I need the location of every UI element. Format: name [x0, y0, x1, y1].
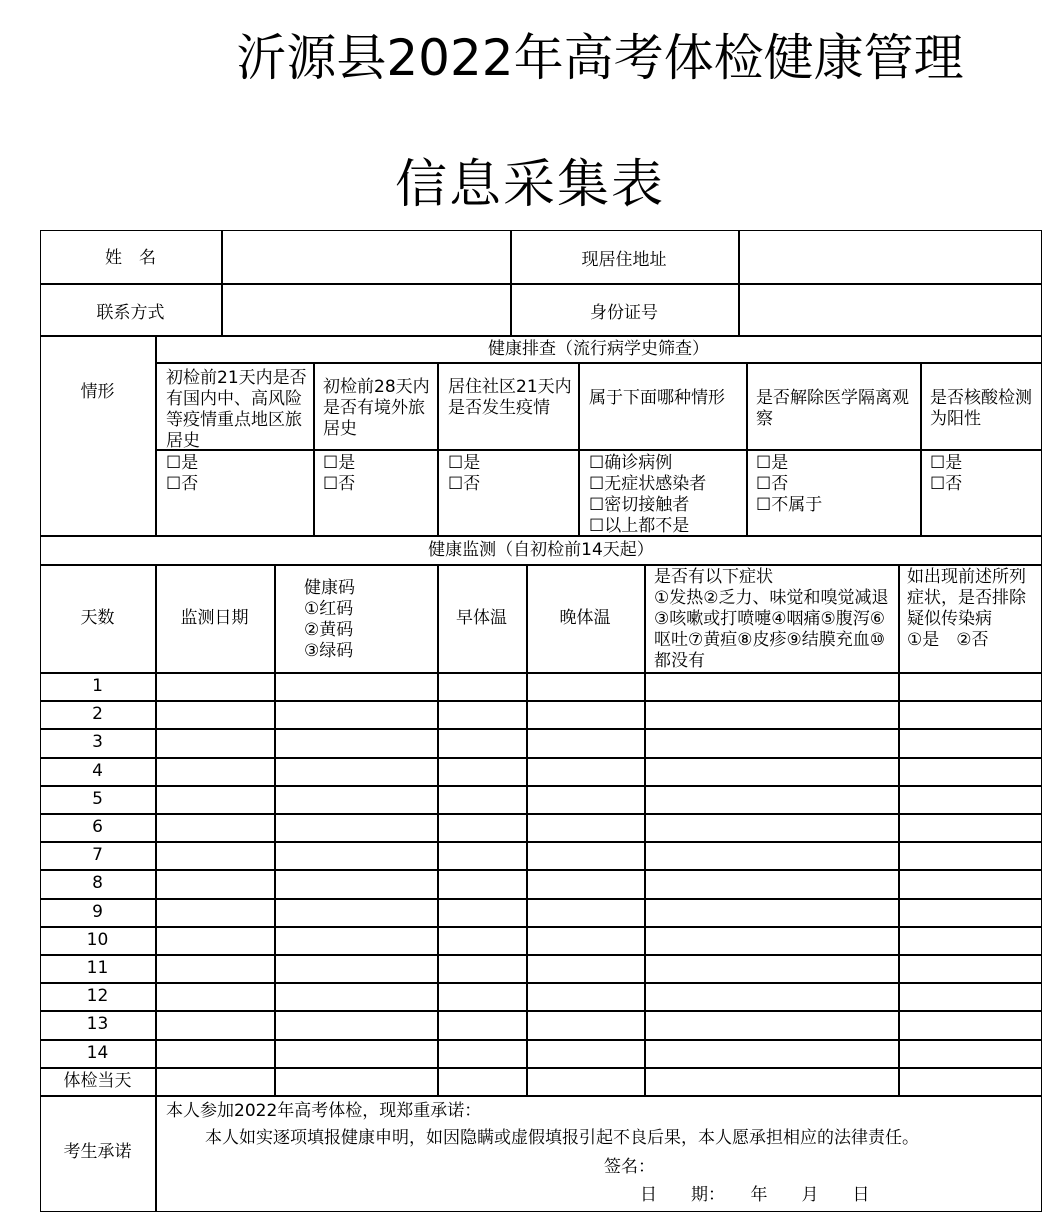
id-number-label: 身份证号 — [590, 303, 658, 323]
day-label: 13 — [86, 1014, 109, 1034]
option-no[interactable]: ☐否 — [930, 474, 963, 494]
option-no[interactable]: ☐否 — [448, 474, 481, 494]
option-close-contact[interactable]: ☐密切接触者 — [589, 495, 690, 515]
option-yes[interactable]: ☐是 — [448, 453, 481, 473]
form-title-line1: 沂源县2022年高考体检健康管理 — [236, 29, 964, 87]
column-evening-temp: 晚体温 — [559, 608, 611, 628]
question-quarantine: 是否解除医学隔离观察 — [756, 388, 909, 429]
form-title-line2: 信息采集表 — [394, 155, 665, 215]
day-label: 12 — [86, 986, 109, 1006]
option-no[interactable]: ☐否 — [323, 474, 356, 494]
day-label: 5 — [92, 789, 103, 809]
day-label: 9 — [92, 902, 103, 922]
day-label: 11 — [86, 958, 109, 978]
name-label: 姓 名 — [105, 248, 156, 268]
pledge-commitment: 本人如实逐项填报健康申明，如因隐瞒或虚假填报引起不良后果，本人愿承担相应的法律责任。 — [205, 1128, 919, 1148]
contact-label: 联系方式 — [96, 303, 165, 323]
option-not-applicable[interactable]: ☐不属于 — [756, 495, 823, 515]
option-yes[interactable]: ☐是 — [930, 453, 963, 473]
option-no[interactable]: ☐否 — [166, 474, 199, 494]
column-health-code: 健康码 ①红码 ②黄码 ③绿码 — [304, 578, 355, 661]
question-domestic-travel: 初检前21天内是否有国内中、高风险等疫情重点地区旅居史 — [166, 368, 307, 451]
contact-field[interactable] — [223, 285, 509, 334]
day-label: 10 — [86, 930, 109, 950]
column-symptoms: 是否有以下症状 ①发热②乏力、味觉和嗅觉减退③咳嗽或打喷嚏④咽痛⑤腹泻⑥呕吐⑦黄疸⑧皮疹⑨结膜充血⑩都没有 — [654, 567, 889, 671]
id-number-field[interactable] — [740, 285, 1040, 334]
pledge-label: 考生承诺 — [63, 1142, 132, 1162]
column-morning-temp: 早体温 — [456, 608, 507, 628]
question-overseas-travel: 初检前28天内是否有境外旅居史 — [323, 377, 430, 439]
option-confirmed-case[interactable]: ☐确诊病例 — [589, 453, 673, 473]
day-label: 14 — [86, 1043, 109, 1063]
option-no[interactable]: ☐否 — [756, 474, 789, 494]
option-asymptomatic[interactable]: ☐无症状感染者 — [589, 474, 707, 494]
day-label: 6 — [92, 817, 103, 837]
day-label: 7 — [92, 845, 103, 865]
signature-label: 签名： — [604, 1157, 655, 1177]
option-none-of-above[interactable]: ☐以上都不是 — [589, 516, 690, 536]
address-field[interactable] — [740, 232, 1040, 282]
day-label: 3 — [92, 732, 103, 752]
question-nucleic-test: 是否核酸检测为阳性 — [930, 388, 1032, 429]
column-exclude-disease: 如出现前述所列症状，是否排除疑似传染病 ①是 ②否 — [907, 567, 1026, 650]
day-label: 1 — [92, 676, 103, 696]
question-community-outbreak: 居住社区21天内是否发生疫情 — [448, 377, 572, 418]
date-label: 日 期： 年 月 日 — [640, 1185, 870, 1205]
day-label: 8 — [92, 873, 103, 893]
question-category: 属于下面哪种情形 — [589, 388, 725, 408]
address-label: 现居住地址 — [581, 250, 667, 270]
name-field[interactable] — [223, 232, 509, 282]
day-label: 2 — [92, 704, 103, 724]
option-yes[interactable]: ☐是 — [756, 453, 789, 473]
monitoring-header: 健康监测（自初检前14天起） — [428, 540, 654, 560]
option-yes[interactable]: ☐是 — [323, 453, 356, 473]
day-label: 体检当天 — [63, 1071, 132, 1091]
situation-label: 情形 — [80, 382, 115, 402]
screening-header: 健康排查（流行病学史筛查） — [488, 339, 709, 359]
option-yes[interactable]: ☐是 — [166, 453, 199, 473]
pledge-statement: 本人参加2022年高考体检，现郑重承诺： — [166, 1101, 482, 1121]
day-label: 4 — [92, 761, 103, 781]
column-day: 天数 — [80, 608, 115, 628]
column-date: 监测日期 — [180, 608, 249, 628]
